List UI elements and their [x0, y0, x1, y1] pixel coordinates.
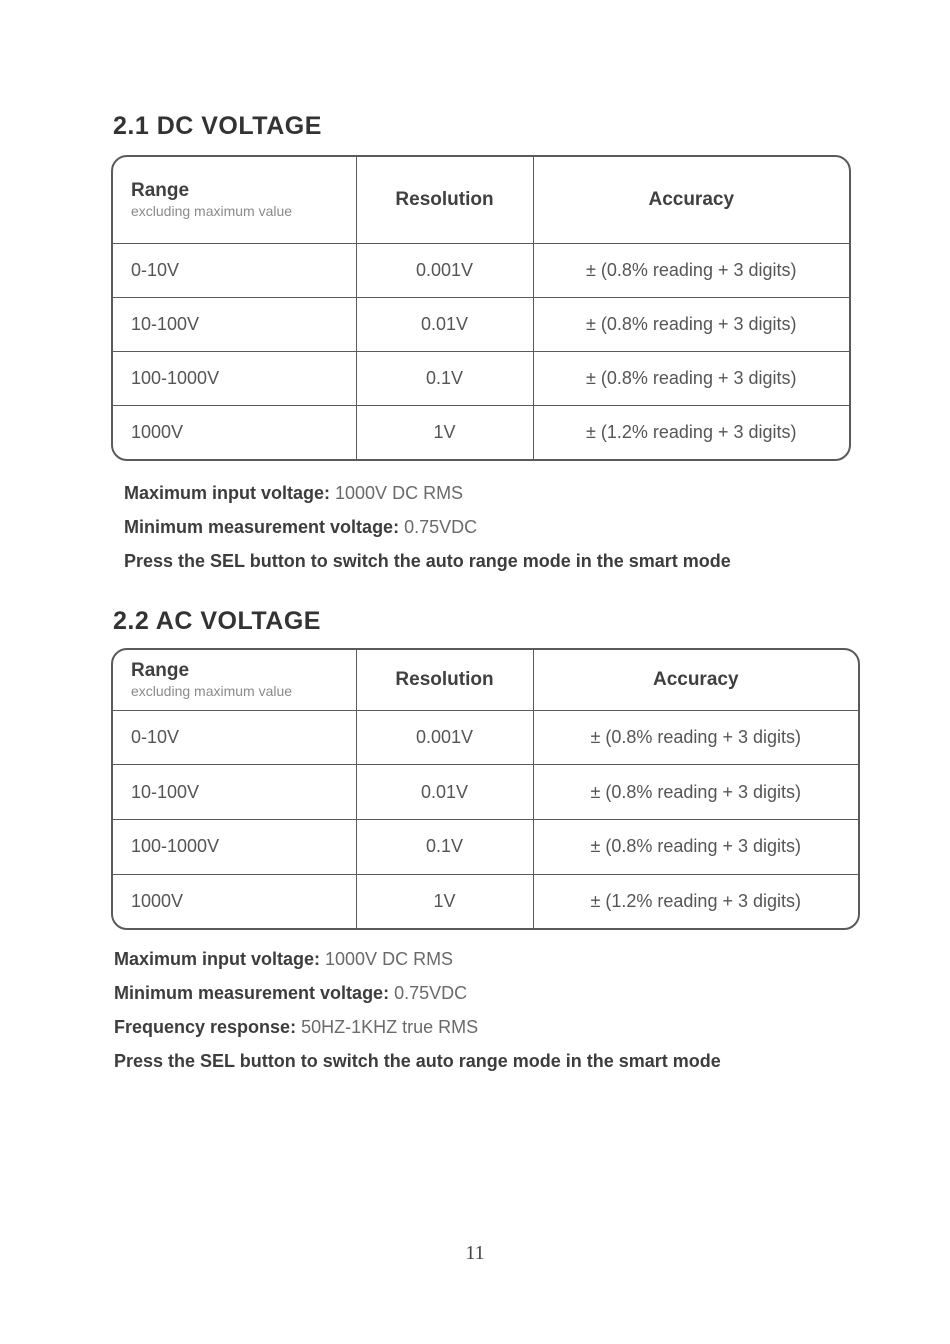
resolution-cell: 0.1V [356, 352, 533, 406]
range-cell: 100-1000V [113, 820, 356, 875]
resolution-cell: 0.001V [356, 710, 533, 765]
range-header-label: Range [131, 660, 190, 682]
table-row [113, 710, 858, 765]
note-item: Frequency response: 50HZ-1KHZ true RMS [114, 1017, 479, 1037]
note-item: Minimum measurement voltage: 0.75VDC [124, 517, 478, 537]
note-item: Maximum input voltage: 1000V DC RMS [124, 483, 464, 503]
accuracy-cell: ± (0.8% reading + 3 digits) [533, 820, 858, 875]
accuracy-cell: ± (0.8% reading + 3 digits) [533, 243, 849, 297]
resolution-cell: 0.01V [356, 765, 533, 820]
table-row [113, 243, 849, 297]
range-header-note: excluding maximum value [131, 203, 293, 220]
accuracy-cell: ± (1.2% reading + 3 digits) [533, 874, 858, 928]
range-header [113, 157, 356, 243]
dc-voltage-title: 2.1 DC VOLTAGE [113, 112, 322, 140]
resolution-header: Resolution [356, 650, 533, 710]
resolution-cell: 1V [356, 874, 533, 928]
ac-voltage-title: 2.2 AC VOLTAGE [113, 607, 321, 635]
table-row [113, 297, 849, 351]
range-cell: 1000V [113, 406, 356, 459]
range-cell: 0-10V [113, 243, 356, 297]
accuracy-header: Accuracy [533, 650, 858, 710]
range-cell: 10-100V [113, 297, 356, 351]
ac-voltage-notes [114, 942, 721, 1078]
resolution-cell: 1V [356, 406, 533, 459]
dc-voltage-notes [124, 476, 731, 578]
page-number: 11 [465, 1242, 485, 1264]
table-row [113, 874, 858, 928]
accuracy-header: Accuracy [533, 157, 849, 243]
range-header-note: excluding maximum value [131, 683, 293, 700]
ac-voltage-table [111, 648, 860, 930]
resolution-cell: 0.01V [356, 297, 533, 351]
range-cell: 10-100V [113, 765, 356, 820]
resolution-cell: 0.1V [356, 820, 533, 875]
accuracy-cell: ± (0.8% reading + 3 digits) [533, 765, 858, 820]
range-cell: 100-1000V [113, 352, 356, 406]
table-header-row [113, 650, 858, 710]
note-item: Press the SEL button to switch the auto range mode in the smart mode [114, 1051, 721, 1071]
accuracy-cell: ± (0.8% reading + 3 digits) [533, 352, 849, 406]
accuracy-cell: ± (1.2% reading + 3 digits) [533, 406, 849, 459]
table-row [113, 820, 858, 875]
resolution-cell: 0.001V [356, 243, 533, 297]
table-row [113, 352, 849, 406]
range-cell: 0-10V [113, 710, 356, 765]
note-item: Press the SEL button to switch the auto range mode in the smart mode [124, 551, 731, 571]
table-row [113, 406, 849, 459]
note-item: Minimum measurement voltage: 0.75VDC [114, 983, 468, 1003]
range-cell: 1000V [113, 874, 356, 928]
table-row [113, 765, 858, 820]
note-item: Maximum input voltage: 1000V DC RMS [114, 949, 454, 969]
dc-voltage-table [111, 155, 851, 461]
resolution-header: Resolution [356, 157, 533, 243]
table-header-row [113, 157, 849, 243]
range-header-label: Range [131, 180, 190, 202]
accuracy-cell: ± (0.8% reading + 3 digits) [533, 710, 858, 765]
range-header [113, 650, 356, 710]
accuracy-cell: ± (0.8% reading + 3 digits) [533, 297, 849, 351]
